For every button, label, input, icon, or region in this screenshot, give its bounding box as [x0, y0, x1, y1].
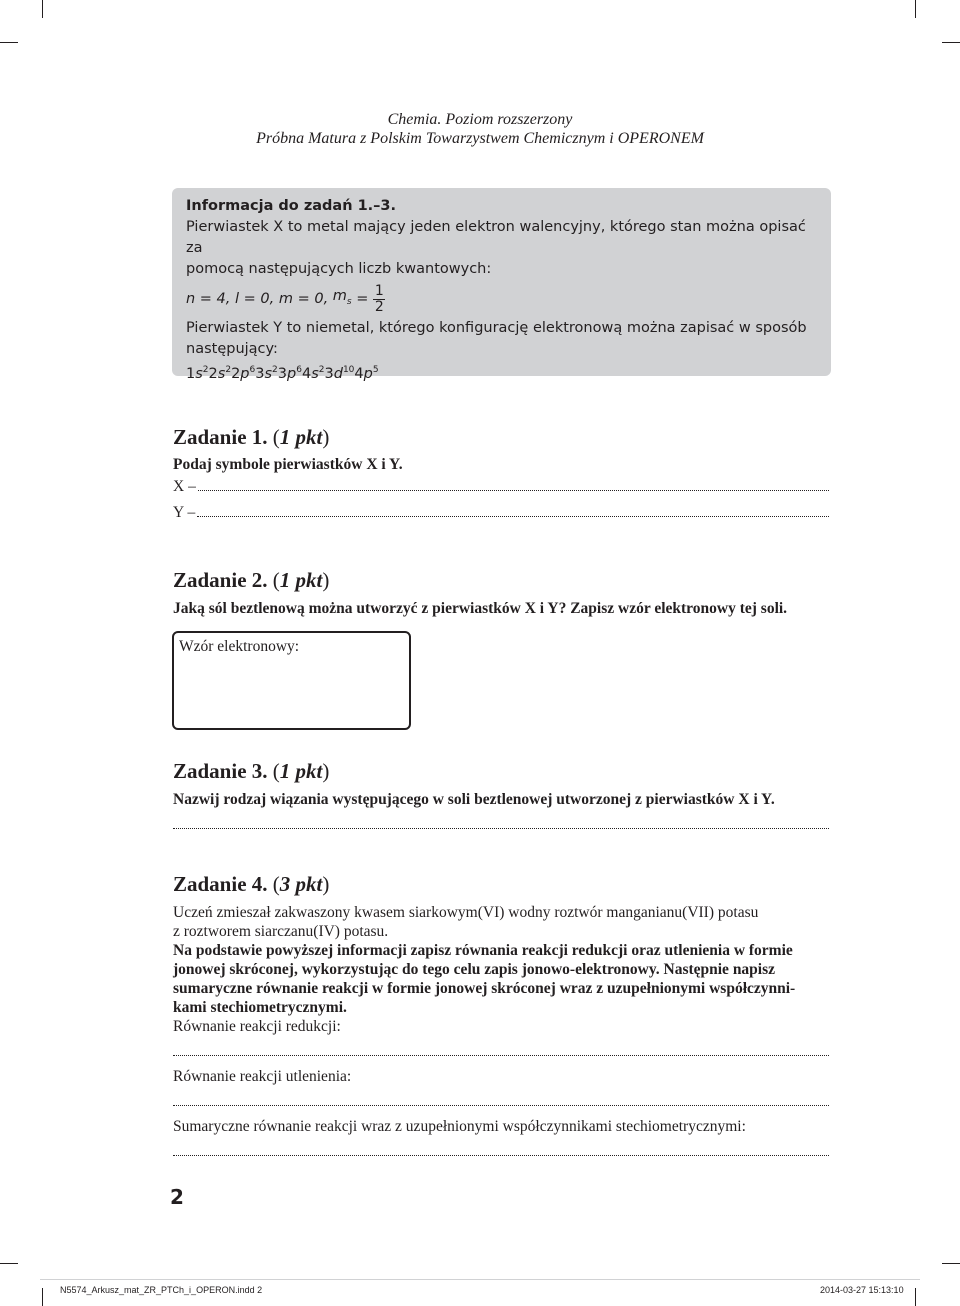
quantum-ms: $m_s$ — [332, 287, 352, 307]
electronic-formula-box[interactable] — [172, 631, 411, 730]
task-1-title: Zadanie 1. (1 pkt) — [173, 425, 330, 449]
answer-line-y[interactable] — [173, 503, 829, 529]
oxidation-label: Równanie reakcji utlenienia: — [173, 1068, 352, 1085]
task-3-title: Zadanie 3. (1 pkt) — [173, 759, 330, 783]
formula-box-label: Wzór elektronowy: — [179, 638, 300, 655]
task-2-title: Zadanie 2. (1 pkt) — [173, 568, 330, 592]
information-box — [172, 188, 831, 382]
quantum-l: l = 0, — [235, 290, 275, 307]
footer-date: 2014-03-27 15:13:10 — [820, 1285, 904, 1295]
answer-line-reduction[interactable] — [173, 1042, 829, 1056]
element-y-text-line-2: następujący: — [186, 341, 278, 357]
electron-configuration — [186, 360, 817, 385]
element-x-description — [186, 217, 817, 280]
task-2 — [173, 567, 829, 618]
page-number: 2 — [170, 1185, 184, 1209]
orbital-term: $1s^2$ — [186, 365, 209, 382]
quantum-m: m = 0, — [278, 290, 329, 307]
element-x-text-line-2: pomocą następujących liczb kwantowych: — [186, 261, 492, 277]
answer-x-label: X – — [173, 478, 196, 495]
header-line-2: Próbna Matura z Polskim Towarzystwem Chemicznym i OPERONEM — [256, 130, 704, 147]
orbital-term: $3s^2$ — [255, 365, 278, 382]
orbital-term: $3d^{10}$ — [324, 365, 355, 382]
answer-line-bond[interactable] — [173, 815, 829, 829]
task-3 — [173, 758, 829, 829]
element-y-text-line-1: Pierwiastek Y to niemetal, którego konfigurację elektronową można zapisać w sposób — [186, 320, 807, 336]
task-2-question: Jaką sól beztlenową można utworzyć z pierwiastków X i Y? Zapisz wzór elektronowy tej soli. — [173, 600, 788, 617]
orbital-term: $3p^6$ — [277, 365, 302, 382]
orbital-term: $2p^6$ — [231, 365, 256, 382]
answer-line-oxidation[interactable] — [173, 1092, 829, 1106]
crop-mark — [42, 0, 43, 18]
crop-mark — [915, 0, 916, 18]
crop-mark — [942, 1263, 960, 1264]
running-header — [0, 110, 960, 148]
information-title: Informacja do zadań 1.–3. — [186, 198, 397, 214]
element-x-text-line-1: Pierwiastek X to metal mający jeden elektron walencyjny, którego stan można opisać za — [186, 219, 806, 256]
task-1-question: Podaj symbole pierwiastków X i Y. — [173, 456, 403, 473]
crop-mark — [0, 1263, 18, 1264]
task-3-question: Nazwij rodzaj wiązania występującego w soli beztlenowej utworzonej z pierwiastków X i Y. — [173, 791, 775, 808]
answer-line-summary[interactable] — [173, 1142, 829, 1156]
orbital-term: $4s^2$ — [301, 365, 325, 382]
orbital-term: $4p^5$ — [354, 365, 379, 382]
reduction-label: Równanie reakcji redukcji: — [173, 1018, 341, 1035]
task-1 — [173, 424, 829, 529]
header-line-1: Chemia. Poziom rozszerzony — [387, 111, 573, 128]
summary-label: Sumaryczne równanie reakcji wraz z uzupełnionymi współczynnikami stechiometrycznymi: — [173, 1118, 746, 1135]
crop-mark — [942, 42, 960, 43]
task-4-instruction: Na podstawie powyższej informacji zapisz równania reakcji redukcji oraz utlenienia w formie jonowej skróconej, wykorzystując do tego celu zapis jonowo-elektronowy. Następnie napisz sumaryczne równanie reakcji w formie jonowej skróconej wraz z uzupełnionymi współczynni- kami stechiometrycznymi. — [173, 942, 796, 1016]
answer-line-x[interactable] — [173, 477, 829, 503]
footer-file: N5574_Arkusz_mat_ZR_PTCh_i_OPERON.indd 2 — [60, 1285, 263, 1295]
quantum-n: n = 4, — [186, 290, 231, 307]
task-4 — [173, 871, 829, 1156]
answer-y-label: Y – — [173, 504, 196, 521]
orbital-term: $2s^2$ — [208, 365, 232, 382]
fraction-one-half: $\frac{1}{2}$ — [374, 282, 384, 315]
quantum-equals: = — [356, 290, 369, 307]
quantum-numbers — [186, 280, 817, 318]
crop-mark — [0, 42, 18, 43]
task-4-intro: Uczeń zmieszał zakwaszony kwasem siarkowym(VI) wodny roztwór manganianu(VII) potasu z roztworem siarczanu(IV) potasu. — [173, 904, 759, 940]
element-y-description — [186, 318, 817, 360]
task-4-title: Zadanie 4. (3 pkt) — [173, 872, 330, 896]
